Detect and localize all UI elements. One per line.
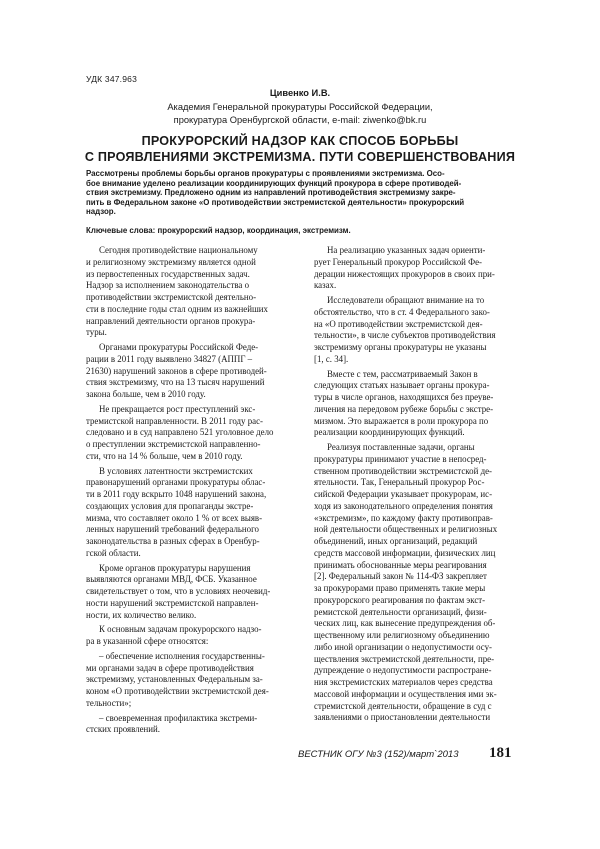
text-line: рации в 2011 году выявлено 34827 (АППГ – <box>86 353 253 364</box>
page-number: 181 <box>489 745 512 761</box>
left-paragraph <box>86 466 292 560</box>
text-line: мизмом. Это выражается в роли прокурора по <box>314 415 489 426</box>
text-line: и религиозному экстремизму является одной <box>86 256 256 267</box>
text-line: заявлениями о приостановлении деятельности <box>314 712 491 723</box>
right-paragraph <box>314 295 520 366</box>
text-line: тельности», в числе субъектов противодействия <box>314 330 496 341</box>
text-line: сти в последние годы стал одним из важнейших <box>86 303 268 314</box>
text-line: гской области. <box>86 547 141 558</box>
text-line: следовано и в суд направлено 521 уголовное дело <box>86 427 274 438</box>
text-line: стремистской деятельности, обращение в суд с <box>314 700 492 711</box>
text-line: ремистской деятельности организаций, физи- <box>314 606 487 617</box>
affiliation-line-1: Академия Генеральной прокуратуры Российской Федерации, <box>167 101 433 112</box>
left-paragraph <box>86 245 292 339</box>
text-line: тремистской направленности. В 2011 году рас- <box>86 415 263 426</box>
text-line: ния экстремистских материалов через средства <box>314 677 493 687</box>
title-line-2: С ПРОЯВЛЕНИЯМИ ЭКСТРЕМИЗМА. ПУТИ СОВЕРШЕНСТВОВАНИЯ <box>84 150 516 164</box>
text-line: Не прекращается рост преступлений экс- <box>99 403 256 414</box>
text-line: ми органами задач в сфере противодействия <box>86 662 254 673</box>
left-paragraph <box>86 713 292 737</box>
abstract-line: надзор. <box>86 207 116 217</box>
udc-code: УДК 347.963 <box>86 74 138 84</box>
text-line: «экстремизм», по каждому факту противоправ- <box>314 512 493 523</box>
keywords-line: Ключевые слова: прокурорский надзор, координация, экстремизм. <box>86 226 351 235</box>
left-paragraph <box>86 624 292 648</box>
text-line: коном «О противодействии экстремистской дея- <box>86 686 269 696</box>
text-line: принимать обоснованные меры реагирования <box>314 559 487 570</box>
text-line: выявляются органами МВД, ФСБ. Указанное <box>86 574 257 585</box>
abstract-line: бое внимание уделено реализации координирующих функций прокурора в сфере противодей- <box>86 178 462 188</box>
abstract-line: пить в Федеральном законе «О противодействии экстремистской деятельности» прокурорский <box>86 197 465 207</box>
left-paragraph <box>86 563 292 622</box>
text-line: сийской Федерации указывает прокурорам, ис- <box>314 489 493 499</box>
text-line: стских проявлений. <box>86 724 161 735</box>
text-line: либо иной организации о недопустимости осу- <box>314 641 492 652</box>
text-line: из первостепенных государственных задач. <box>86 268 250 279</box>
text-line: закона больше, чем в 2010 году. <box>86 389 206 399</box>
text-line: массовой информации и осуществления ими эк- <box>314 688 497 699</box>
text-line: туры. <box>86 327 107 338</box>
text-line: на «О противодействии экстремистской дея- <box>314 318 483 329</box>
text-line: [1, с. 34]. <box>314 353 349 364</box>
text-line: ности нарушений экстремистской направлен- <box>86 597 259 608</box>
text-line: Вместе с тем, рассматриваемый Закон в <box>327 368 478 379</box>
text-line: На реализацию указанных задач ориенти- <box>327 245 486 255</box>
text-line: щественному или религиозному объединению <box>314 630 490 640</box>
text-line: правонарушений органами прокуратуры облас- <box>86 477 266 488</box>
left-column <box>86 245 292 739</box>
affiliation-line-2: прокуратура Оренбургской области, e-mail: ziwenko@bk.ru <box>173 115 427 125</box>
text-line: Надзор за исполнением законодательства о <box>86 280 250 291</box>
text-line: ности, их количество велико. <box>86 609 197 620</box>
text-line: рует Генеральный прокурор Российской Фе- <box>314 256 483 267</box>
text-line: К основным задачам прокурорского надзо- <box>99 624 262 635</box>
left-paragraph <box>86 651 292 710</box>
text-line: законодательства в разных сферах в Оренбур- <box>86 536 260 546</box>
text-line: 21630) нарушений законов в сфере противодей- <box>86 365 267 376</box>
keywords <box>86 226 520 236</box>
text-line: создающих условия для пропаганды экстре- <box>86 500 254 511</box>
journal-footer: ВЕСТНИК ОГУ №3 (152)/март`2013 <box>298 749 459 760</box>
text-line: объединений, иных организаций, редакций <box>314 536 478 546</box>
text-line: дупреждение о недопустимости распростране- <box>314 665 492 676</box>
abstract-line: ствия экстремизму. Предложено одним из направлений противодействия экстремизму закре- <box>86 188 456 198</box>
text-line: Органами прокуратуры Российской Феде- <box>99 342 259 352</box>
abstract <box>86 169 520 217</box>
text-line: ти в 2011 году вскрыто 1048 нарушений закона, <box>86 489 267 499</box>
right-column <box>314 245 520 727</box>
text-line: ческих лиц, как вынесение предупреждения об- <box>314 618 496 629</box>
text-line: ятельности. Так, Генеральный прокурор Рос- <box>314 477 485 488</box>
text-line: Исследователи обращают внимание на то <box>327 295 485 305</box>
text-line: ленных нарушений требований федерального <box>86 524 259 535</box>
text-line: [2]. Федеральный закон № 114-ФЗ закрепляет <box>314 571 487 582</box>
text-line: – своевременная профилактика экстреми- <box>99 712 258 723</box>
text-line: ра в указанной сфере относятся: <box>86 636 209 646</box>
title-line-1: ПРОКУРОРСКИЙ НАДЗОР КАК СПОСОБ БОРЬБЫ <box>141 134 459 148</box>
text-line: тельности»; <box>86 697 132 708</box>
text-line: противодействии экстремистской деятельно- <box>86 292 257 302</box>
text-line: свидетельствует о том, что в условиях неочевид- <box>86 586 271 596</box>
text-line: ной деятельности общественных и религиозных <box>314 524 498 535</box>
text-line: ществления экстремистской деятельности, пре- <box>314 653 495 664</box>
abstract-line: Рассмотрены проблемы борьбы органов прокуратуры с проявлениями экстремизма. Осо- <box>86 169 445 178</box>
text-line: сти, что на 14 % больше, чем в 2010 году. <box>86 450 243 461</box>
text-line: личения на передовом рубеже борьбы с экстре- <box>314 403 494 414</box>
text-line: средств массовой информации, физических лиц <box>314 547 496 558</box>
text-line: реализации координирующих функций. <box>314 427 465 438</box>
author-block <box>0 87 600 128</box>
text-line: экстремизму органы прокуратуры не указаны <box>314 342 487 352</box>
text-line: ственном противодействии экстремистской де- <box>314 465 492 476</box>
left-paragraph <box>86 404 292 463</box>
text-line: за прокурорами право применять такие меры <box>314 583 486 593</box>
text-line: обстоятельство, что в ст. 4 Федерального зако- <box>314 306 490 317</box>
text-line: ствия экстремизму, что на 13 тысяч нарушений <box>86 377 265 388</box>
text-line: Кроме органов прокуратуры нарушения <box>99 562 251 573</box>
right-paragraph <box>314 442 520 724</box>
left-paragraph <box>86 342 292 401</box>
text-line: следующих статьях называет органы прокура- <box>314 380 490 391</box>
text-line: прокурорского реагирования по фактам экст- <box>314 594 486 605</box>
text-line: – обеспечение исполнения государственны- <box>99 650 265 661</box>
author-name: Цивенко И.В. <box>269 88 331 98</box>
text-line: казах. <box>314 280 337 291</box>
text-line: ходя из законодательного определения понятия <box>314 500 493 511</box>
article-title <box>0 133 600 165</box>
text-line: Сегодня противодействие национальному <box>99 245 258 255</box>
right-paragraph <box>314 245 520 292</box>
text-line: экстремизму, установленных Федеральным за- <box>86 674 263 685</box>
text-line: направлений деятельности органов прокура- <box>86 315 256 326</box>
right-paragraph <box>314 369 520 440</box>
text-line: дерации нижестоящих прокуроров в своих при- <box>314 268 495 279</box>
text-line: В условиях латентности экстремистских <box>99 465 253 476</box>
text-line: Реализуя поставленные задачи, органы <box>327 442 475 452</box>
text-line: о преступлении экстремистской направленно- <box>86 439 261 449</box>
text-line: мизма, что составляет около 1 % от всех выяв- <box>86 512 263 523</box>
text-line: туры в числе органов, находящихся без преуве- <box>314 392 494 402</box>
text-line: прокуратуры принимают участие в непосред- <box>314 453 487 464</box>
